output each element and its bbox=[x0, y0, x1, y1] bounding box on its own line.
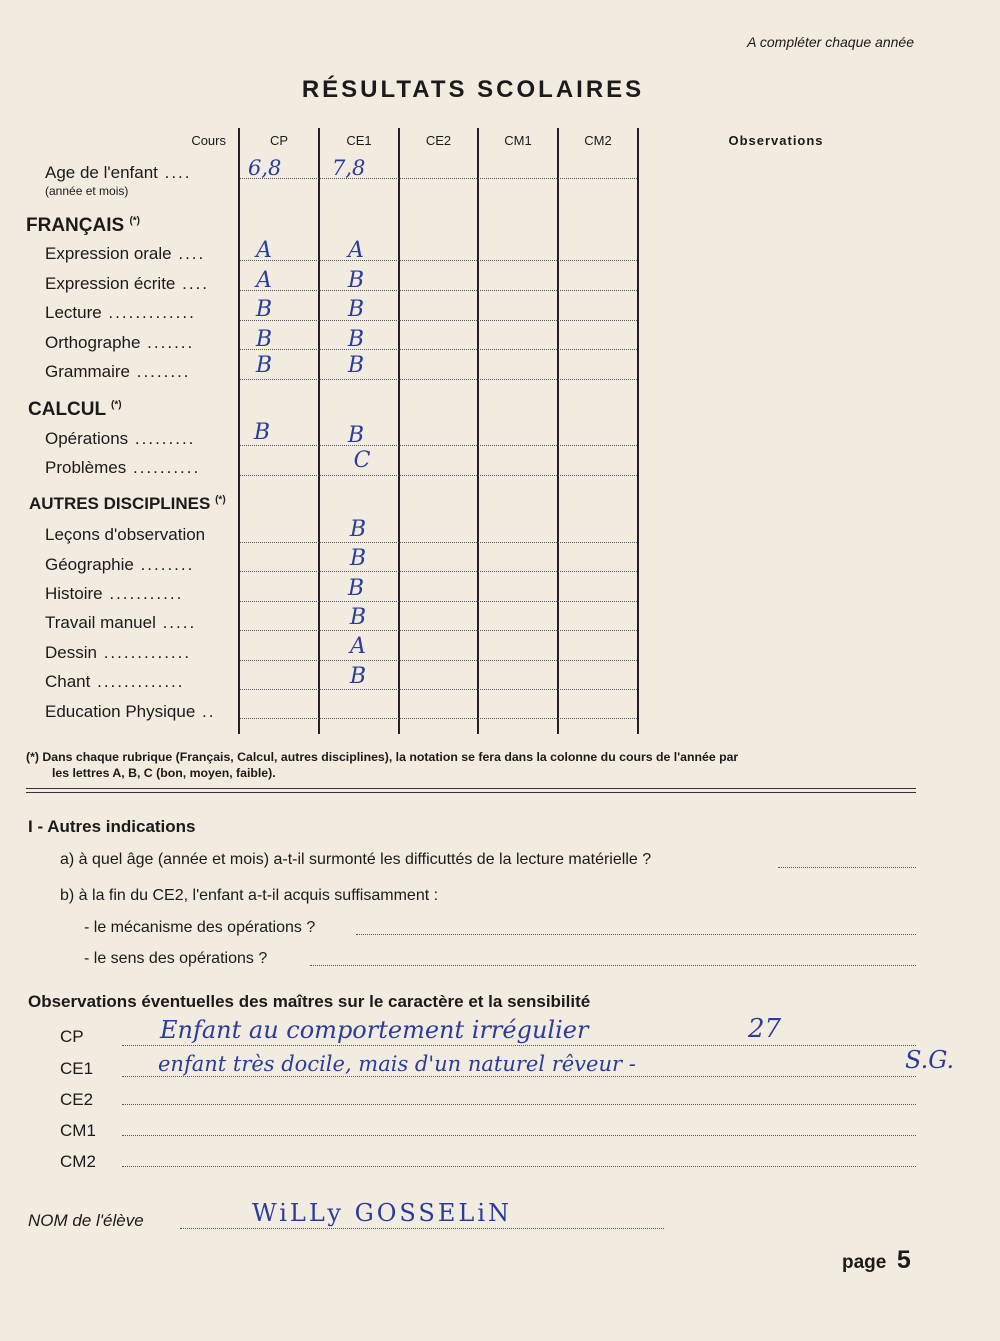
obs-line-cp bbox=[122, 1045, 916, 1046]
col-divider bbox=[238, 128, 240, 734]
obs-ce1-sign: S.G. bbox=[905, 1046, 955, 1074]
obs-cp-label: CP bbox=[60, 1027, 84, 1046]
grade-ce1: B bbox=[349, 664, 367, 689]
autres-indications-heading: I - Autres indications bbox=[28, 817, 196, 836]
subject-label: Géographie ........ bbox=[45, 555, 195, 574]
header-observations: Observations bbox=[728, 133, 824, 148]
col-divider bbox=[637, 128, 639, 734]
nom-value: WiLLy GOSSELiN bbox=[252, 1199, 513, 1227]
section-calcul bbox=[28, 399, 122, 421]
subject-label: Chant ............. bbox=[45, 672, 185, 691]
obs-line-cm1 bbox=[122, 1135, 916, 1136]
grade-cp: A bbox=[256, 268, 272, 293]
grade-cp: B bbox=[255, 297, 273, 322]
subject-label: Opérations ......... bbox=[45, 429, 196, 448]
row-line bbox=[240, 601, 637, 602]
age-ce1: 7,8 bbox=[332, 156, 366, 180]
grade-ce1: A bbox=[350, 634, 366, 659]
asterisk-marker: (*) bbox=[111, 399, 122, 411]
grade-ce1: B bbox=[347, 423, 365, 448]
subject-label-text: Orthographe bbox=[45, 333, 141, 352]
page-number bbox=[842, 1246, 911, 1275]
grade-ce1: B bbox=[347, 327, 365, 352]
section-francais-label: FRANÇAIS bbox=[26, 215, 125, 236]
question-a: a) à quel âge (année et mois) a-t-il surmonté les difficuttés de la lecture matérielle ? bbox=[60, 851, 652, 868]
row-line bbox=[240, 571, 637, 572]
subject-label-text: Expression orale bbox=[45, 244, 172, 263]
header-cours: Cours bbox=[191, 133, 226, 148]
top-note: A compléter chaque année bbox=[747, 34, 914, 50]
col-divider bbox=[557, 128, 559, 734]
nom-label: NOM de l'élève bbox=[28, 1211, 144, 1230]
subject-label-text: Travail manuel bbox=[45, 613, 156, 632]
subject-label-text: Opérations bbox=[45, 429, 129, 448]
footnote-line2: les lettres A, B, C (bon, moyen, faible). bbox=[52, 766, 276, 780]
subject-label bbox=[45, 525, 205, 545]
subject-label-text: Education Physique bbox=[45, 702, 196, 721]
grade-ce1: A bbox=[348, 238, 364, 263]
header-cm2: CM2 bbox=[584, 133, 612, 148]
separator bbox=[26, 788, 916, 789]
subject-label-text: Géographie bbox=[45, 555, 134, 574]
asterisk-marker: (*) bbox=[215, 494, 226, 506]
row-line bbox=[240, 718, 637, 719]
observations-heading: Observations éventuelles des maîtres sur le caractère et la sensibilité bbox=[28, 992, 591, 1011]
header-cp: CP bbox=[269, 133, 289, 148]
age-cp: 6,8 bbox=[248, 156, 282, 180]
subject-label: Education Physique .. bbox=[45, 702, 216, 721]
grade-cp: B bbox=[255, 353, 273, 378]
age-label-text: Age de l'enfant bbox=[45, 163, 158, 182]
obs-ce1-label: CE1 bbox=[60, 1059, 94, 1078]
row-line bbox=[240, 630, 637, 631]
row-line bbox=[240, 260, 637, 261]
subject-label-text: Expression écrite bbox=[45, 274, 176, 293]
obs-line-cm2 bbox=[122, 1166, 916, 1167]
subject-label-text: Problèmes bbox=[45, 458, 127, 477]
obs-cm1-label: CM1 bbox=[60, 1121, 96, 1140]
obs-line-ce2 bbox=[122, 1104, 916, 1105]
section-autres bbox=[29, 494, 226, 514]
row-line bbox=[240, 178, 637, 179]
subject-label: Dessin ............. bbox=[45, 643, 192, 662]
row-line bbox=[240, 475, 637, 476]
obs-ce1-text: enfant très docile, mais d'un naturel rêveur - bbox=[158, 1052, 636, 1076]
row-line bbox=[240, 660, 637, 661]
header-ce2: CE2 bbox=[425, 133, 452, 148]
subject-label: Histoire ........... bbox=[45, 584, 184, 603]
page-title: RÉSULTATS SCOLAIRES bbox=[301, 76, 645, 103]
age-sub: (année et mois) bbox=[45, 184, 129, 198]
answer-line-b1 bbox=[356, 934, 916, 935]
grade-cp: B bbox=[253, 420, 271, 445]
col-divider bbox=[318, 128, 320, 734]
header-cm1: CM1 bbox=[504, 133, 532, 148]
subject-label: Lecture ............. bbox=[45, 303, 196, 322]
grade-ce1: B bbox=[347, 353, 365, 378]
row-line bbox=[240, 445, 637, 446]
subject-label-text: Histoire bbox=[45, 584, 103, 603]
obs-cp-sign: 27 bbox=[748, 1014, 782, 1044]
row-line bbox=[240, 542, 637, 543]
row-line bbox=[240, 689, 637, 690]
obs-cm2-label: CM2 bbox=[60, 1152, 96, 1171]
obs-ce2-label: CE2 bbox=[60, 1090, 94, 1109]
subject-label-text: Leçons d'observation bbox=[45, 525, 206, 544]
subject-label: Expression écrite .... bbox=[45, 274, 210, 293]
subject-label-text: Grammaire bbox=[45, 362, 131, 381]
grade-ce1: C bbox=[353, 448, 371, 473]
section-francais bbox=[26, 215, 140, 237]
nom-line bbox=[180, 1228, 664, 1229]
subject-label-text: Lecture bbox=[45, 303, 102, 322]
grade-ce1: B bbox=[347, 576, 365, 601]
subject-label: Orthographe ....... bbox=[45, 333, 195, 352]
asterisk-marker: (*) bbox=[129, 215, 141, 227]
question-b: b) à la fin du CE2, l'enfant a-t-il acquis suffisamment : bbox=[60, 887, 439, 904]
row-line bbox=[240, 290, 637, 291]
age-label: Age de l'enfant .... bbox=[45, 163, 192, 182]
grade-ce1: B bbox=[347, 297, 365, 322]
obs-line-ce1 bbox=[122, 1076, 916, 1077]
row-line bbox=[240, 349, 637, 350]
subject-label: Travail manuel ..... bbox=[45, 613, 197, 632]
question-b1: - le mécanisme des opérations ? bbox=[84, 919, 316, 936]
subject-label-text: Dessin bbox=[45, 643, 97, 662]
separator bbox=[26, 792, 916, 793]
row-line bbox=[240, 320, 637, 321]
col-divider bbox=[477, 128, 479, 734]
grade-cp: A bbox=[256, 238, 272, 263]
section-calcul-label: CALCUL bbox=[28, 399, 106, 420]
grade-ce1: B bbox=[349, 546, 367, 571]
subject-label: Problèmes .......... bbox=[45, 458, 201, 477]
grade-ce1: B bbox=[347, 268, 365, 293]
question-b2: - le sens des opérations ? bbox=[84, 950, 268, 967]
header-ce1: CE1 bbox=[346, 133, 372, 148]
subject-label-text: Chant bbox=[45, 672, 91, 691]
answer-line-b2 bbox=[310, 965, 916, 966]
grade-cp: B bbox=[255, 327, 273, 352]
footnote-line1: (*) Dans chaque rubrique (Français, Calcul, autres disciplines), la notation se fera dans la colonne du cours de l'année par bbox=[26, 750, 739, 764]
page-label: page bbox=[842, 1252, 887, 1273]
obs-cp-text: Enfant au comportement irrégulier bbox=[160, 1016, 589, 1044]
grade-ce1: B bbox=[349, 517, 367, 542]
col-divider bbox=[398, 128, 400, 734]
grade-ce1: B bbox=[349, 605, 367, 630]
page-num: 5 bbox=[896, 1246, 911, 1274]
row-line bbox=[240, 379, 637, 380]
section-autres-label: AUTRES DISCIPLINES bbox=[29, 494, 211, 513]
subject-label: Grammaire ........ bbox=[45, 362, 191, 381]
subject-label: Expression orale .... bbox=[45, 244, 206, 263]
answer-line-a bbox=[778, 867, 916, 868]
